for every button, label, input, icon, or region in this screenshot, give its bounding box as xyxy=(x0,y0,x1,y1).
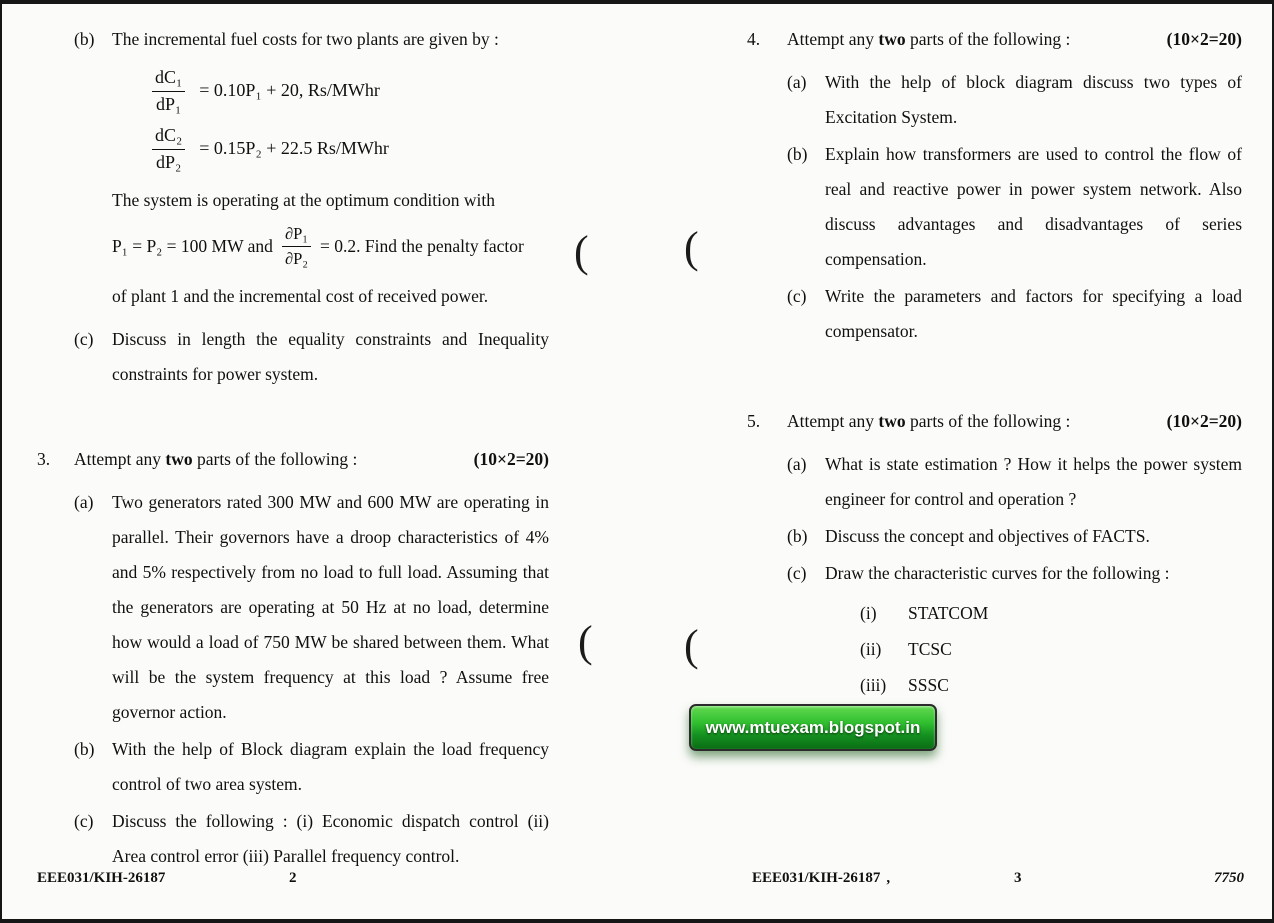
part-text: Two generators rated 300 MW and 600 MW are operating in parallel. Their governors have a droop characteristics of 4% and 5% respectively from no load to full load. Assuming that the generators are operating at 50 Hz at no load, determine how would a load of 750 MW be shared between them. What will be the system frequency at this load ? Assume free governor action. xyxy=(112,491,549,722)
line-2-prefix: P₁ = P₂ = 100 MW and xyxy=(112,236,273,257)
part-b-line-3: of plant 1 and the incremental cost of received power. xyxy=(112,285,489,306)
question-3-heading xyxy=(37,442,549,477)
part-text: Explain how transformers are used to control the flow of real and reactive power in power system network. Also discuss advantages and disadvantages of series compensation. xyxy=(825,144,1242,269)
part-text: Discuss in length the equality constraints and Inequality constraints for power system. xyxy=(112,328,549,384)
fraction-denominator: ∂P₂ xyxy=(284,249,309,269)
fraction-numerator: ∂P₁ xyxy=(282,224,311,247)
serial-number: 7750 xyxy=(1214,870,1244,886)
part-label: (b) xyxy=(74,29,95,49)
part-b-line-2 xyxy=(112,224,549,269)
question-title-post: parts of the following : xyxy=(905,411,1071,431)
question-part-c xyxy=(74,322,549,392)
question-number: 4. xyxy=(747,29,761,49)
question-5-heading xyxy=(747,404,1242,439)
page-3-content xyxy=(747,22,1242,703)
part-text: Discuss the following : (i) Economic dispatch control (ii) Area control error (iii) Parallel frequency control. xyxy=(112,810,549,866)
question-part-b xyxy=(74,732,549,802)
exam-page-3 xyxy=(639,4,1274,919)
scan-artifact-paren: ( xyxy=(574,227,589,276)
question-part-a xyxy=(787,65,1242,135)
question-4-parts xyxy=(787,65,1242,349)
page-2-footer xyxy=(37,868,549,888)
watermark-banner[interactable] xyxy=(689,704,937,751)
part-label: (b) xyxy=(74,738,95,759)
question-number: 3. xyxy=(37,448,51,469)
part-label: (a) xyxy=(787,72,807,92)
subitem-text: STATCOM xyxy=(908,603,989,623)
paper-code: EEE031/KIH-26187 xyxy=(752,870,881,886)
question-5-parts xyxy=(787,447,1242,591)
part-label: (c) xyxy=(787,563,807,583)
part-text xyxy=(112,22,549,314)
question-part-c xyxy=(787,279,1242,349)
watermark-url: www.mtuexam.blogspot.in xyxy=(705,717,921,737)
question-title xyxy=(74,442,474,477)
question-title-bold: two xyxy=(878,411,906,431)
part-label: (b) xyxy=(787,526,808,546)
question-part-b xyxy=(787,519,1242,554)
question-title-post: parts of the following : xyxy=(905,29,1071,49)
part-label: (c) xyxy=(787,286,807,306)
part-label: (c) xyxy=(74,810,94,831)
part-text: With the help of block diagram discuss two types of Excitation System. xyxy=(825,72,1242,127)
scan-artifact-paren: ( xyxy=(578,617,593,666)
equation-rhs: = 0.15P₂ + 22.5 Rs/MWhr xyxy=(199,138,389,159)
question-title-post: parts of the following : xyxy=(192,448,358,469)
subitem-label: (ii) xyxy=(860,639,882,659)
question-5c-subitems xyxy=(860,595,1242,703)
question-title-pre: Attempt any xyxy=(787,29,879,49)
part-b-intro: The incremental fuel costs for two plants are given by : xyxy=(112,29,499,49)
question-title-bold: two xyxy=(878,29,906,49)
question-part-c xyxy=(74,804,549,874)
subitem-ii xyxy=(860,631,1242,667)
paper-code: EEE031/KIH-26187 xyxy=(37,870,166,886)
line-2-suffix: = 0.2. Find the penalty factor xyxy=(320,236,524,257)
part-text: Write the parameters and factors for specifying a load compensator. xyxy=(825,286,1242,341)
part-label: (a) xyxy=(787,454,807,474)
question-part-b xyxy=(74,22,549,314)
question-part-c xyxy=(787,556,1242,591)
question-title-pre: Attempt any xyxy=(787,411,879,431)
page-3-footer xyxy=(752,868,1244,888)
question-4-heading xyxy=(747,22,1242,57)
question-number: 5. xyxy=(747,411,761,431)
fraction xyxy=(282,224,311,269)
part-text: With the help of Block diagram explain the load frequency control of two area system. xyxy=(112,738,549,794)
page-2-content xyxy=(37,22,549,874)
question-marks: (10×2=20) xyxy=(1166,29,1242,49)
question-part-b xyxy=(787,137,1242,277)
question-title xyxy=(787,22,1167,57)
page-number: 3 xyxy=(1014,870,1022,886)
fraction-numerator: dC₂ xyxy=(152,125,185,150)
fraction xyxy=(152,125,185,173)
part-text: Discuss the concept and objectives of FACTS. xyxy=(825,526,1150,546)
part-b-line-1: The system is operating at the optimum condition with xyxy=(112,190,496,211)
subitem-label: (i) xyxy=(860,603,877,623)
scan-artifact-paren: ( xyxy=(684,621,699,670)
scan-artifact-mark: , xyxy=(886,870,891,886)
part-label: (a) xyxy=(74,491,94,512)
fraction-denominator: dP₂ xyxy=(155,151,182,172)
question-title xyxy=(787,404,1167,439)
part-text: What is state estimation ? How it helps the power system engineer for control and operation ? xyxy=(825,454,1242,509)
subitem-label: (iii) xyxy=(860,675,887,695)
question-part-a xyxy=(787,447,1242,517)
equation-2 xyxy=(152,125,549,173)
fraction-numerator: dC₁ xyxy=(152,67,185,92)
question-3-parts xyxy=(74,485,549,874)
scan-artifact-paren: ( xyxy=(684,223,699,272)
equation-1 xyxy=(152,67,549,115)
exam-page-2 xyxy=(2,4,639,919)
question-title-pre: Attempt any xyxy=(74,448,166,469)
question-title-bold: two xyxy=(165,448,193,469)
part-label: (c) xyxy=(74,328,94,349)
question-2-parts xyxy=(74,22,549,392)
fraction xyxy=(152,67,185,115)
question-part-a xyxy=(74,485,549,730)
page-number: 2 xyxy=(289,870,297,886)
subitem-i xyxy=(860,595,1242,631)
question-marks: (10×2=20) xyxy=(473,448,549,469)
part-label: (b) xyxy=(787,144,808,164)
fraction-denominator: dP₁ xyxy=(155,93,182,114)
subitem-text: SSSC xyxy=(908,675,949,695)
subitem-text: TCSC xyxy=(908,639,952,659)
question-marks: (10×2=20) xyxy=(1166,411,1242,431)
part-text: Draw the characteristic curves for the following : xyxy=(825,563,1170,583)
subitem-iii xyxy=(860,667,1242,703)
equation-rhs: = 0.10P₁ + 20, Rs/MWhr xyxy=(199,80,380,101)
